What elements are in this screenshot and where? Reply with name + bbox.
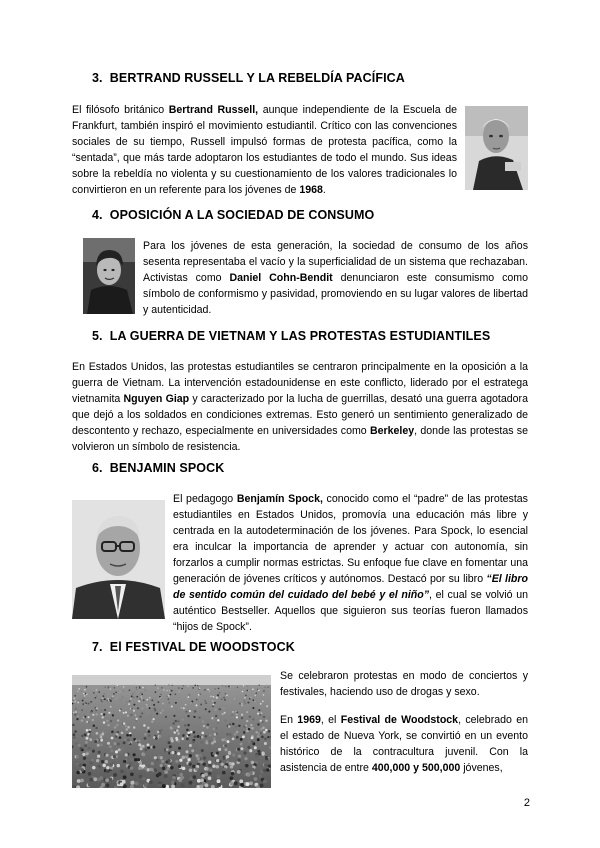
text-run: El filósofo británico <box>72 104 169 116</box>
text-run: En Estados Unidos, las protestas estudiantiles se centraron principalmente en la oposición a la guerra de Vietnam. La intervención estadounidense en este conflicto, liderado por el estratega vietnamita <box>72 361 528 405</box>
text-run: “El libro de sentido común del cuidado del bebé y el niño” <box>173 573 528 601</box>
text-run: Bertrand Russell, <box>168 104 259 116</box>
section-7-heading: 7. El FESTIVAL DE WOODSTOCK <box>92 640 295 654</box>
section-3-paragraph <box>72 102 457 198</box>
text-run: 400,000 y 500,000 <box>371 762 461 774</box>
cohn-bendit-photo <box>83 238 135 314</box>
section-4-paragraph <box>143 238 528 318</box>
text-run: 1969 <box>297 714 321 726</box>
text-run: conocido como el “padre” de las protestas estudiantiles en Estados Unidos, promovía una educación más libre y centrada en la autodeterminación de los jóvenes. Para Spock, lo esencial era inculcar la importancia de aprender y actuar con autonomía, sin forzarlos a cumplir normas estrictas. Su enfoque fue clave en fomentar una generación de jóvenes críticos y autónomos. Destacó por su libro <box>173 493 528 585</box>
page-number: 2 <box>523 797 530 809</box>
section-6-paragraph <box>173 491 528 635</box>
woodstock-crowd-photo <box>72 675 271 788</box>
text-run: , el <box>320 714 341 726</box>
section-7-paragraph-1 <box>280 668 528 700</box>
text-run: , donde las protestas se volvieron un símbolo de resistencia. <box>72 425 528 453</box>
text-run: 1968 <box>299 184 323 196</box>
text-run: Nguyen Giap <box>123 393 190 405</box>
section-5-heading: 5. LA GUERRA DE VIETNAM Y LAS PROTESTAS ESTUDIANTILES <box>92 329 491 343</box>
section-7-paragraph-2 <box>280 712 528 776</box>
section-5-paragraph <box>72 359 528 455</box>
text-run: Para los jóvenes de esta generación, la sociedad de consumo de los años sesenta representaba el vacío y la superficialidad de un sistema que rechazaban. Activistas como <box>143 240 528 284</box>
section-4-heading: 4. OPOSICIÓN A LA SOCIEDAD DE CONSUMO <box>92 208 375 222</box>
russell-portrait <box>465 106 528 190</box>
text-run: jóvenes, <box>460 762 503 774</box>
text-run: Daniel Cohn-Bendit <box>229 272 333 284</box>
text-run: denunciaron este consumismo como símbolo de conformismo y pasividad, promoviendo en su lugar valores de libertad y autenticidad. <box>143 272 528 316</box>
text-run: , el cual se volvió un auténtico Bestseller. Aquellos que siguieron sus teorías fueron llamados “hijos de Spock”. <box>173 589 528 633</box>
text-run: aunque independiente de la Escuela de Frankfurt, también inspiró el movimiento estudiantil. Crítico con las convenciones sociales de su tiempo, Russell impulsó formas de protesta pacífica, como la “sentada”, que más tarde adoptaron los estudiantes de todo el mundo. Sus ideas sobre la rebeldía no violenta y su cuestionamiento de los valores tradicionales lo convirtieron en un referente para los jóvenes de <box>72 104 457 196</box>
text-run: , celebrado en el estado de Nueva York, se convirtió en un evento histórico de la contracultura juvenil. Con la asistencia de entre <box>280 714 528 774</box>
text-run: y caracterizado por la lucha de guerrillas, desató una guerra agotadora que dejó a los soldados en condiciones extremas. Esto generó un sentimiento generalizado de descontento y rechazo, especialmente en universidades como <box>72 393 528 437</box>
section-6-heading: 6. BENJAMIN SPOCK <box>92 461 225 475</box>
spock-portrait <box>72 500 165 619</box>
section-3-heading: 3. BERTRAND RUSSELL Y LA REBELDÍA PACÍFICA <box>92 71 405 85</box>
text-run: En <box>280 714 298 726</box>
text-run: El pedagogo <box>173 493 237 505</box>
text-run: Benjamín Spock, <box>236 493 323 505</box>
text-run: Se celebraron protestas en modo de conciertos y festivales, haciendo uso de drogas y sexo. <box>280 670 528 698</box>
text-run: . <box>322 184 326 196</box>
text-run: Berkeley <box>369 425 415 437</box>
text-run: Festival de Woodstock <box>340 714 459 726</box>
